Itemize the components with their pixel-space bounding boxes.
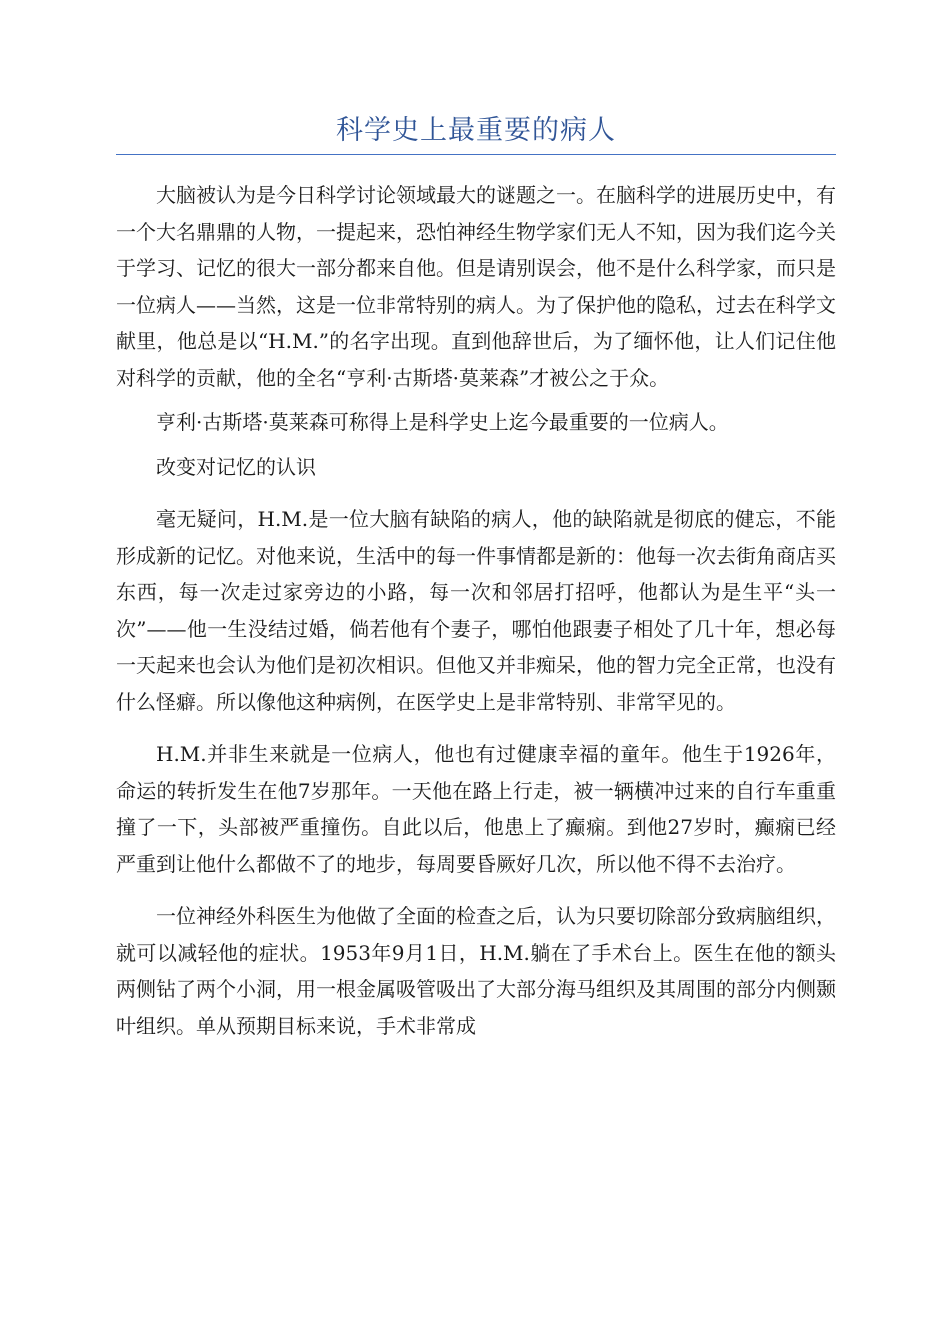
paragraph-childhood: H.M.并非生来就是一位病人，他也有过健康幸福的童年。他生于1926年，命运的转折发生在他7岁那年。一天他在路上行走，被一辆横冲过来的自行车重重撞了一下，头部被严重撞伤。自此以后，他患上了癫痫。到他27岁时，癫痫已经严重到让他什么都做不了的地步，每周要昏厥好几次，所以他不得不去治疗。	[116, 742, 836, 876]
paragraph-amnesia: 毫无疑问，H.M.是一位大脑有缺陷的病人，他的缺陷就是彻底的健忘，不能形成新的记忆。对他来说，生活中的每一件事情都是新的：他每一次去街角商店买东西，每一次走过家旁边的小路，每一次和邻居打招呼，他都认为是生平“头一次”——他一生没结过婚，倘若他有个妻子，哪怕他跟妻子相处了几十年，想必每一天起来也会认为他们是初次相识。但他又并非痴呆，他的智力完全正常，也没有什么怪癖。所以像他这种病例，在医学史上是非常特别、非常罕见的。	[116, 507, 836, 714]
title-underline	[116, 154, 836, 155]
document-page	[116, 112, 836, 1044]
page-title: 科学史上最重要的病人	[336, 115, 616, 146]
paragraph-surgery: 一位神经外科医生为他做了全面的检查之后，认为只要切除部分致病脑组织，就可以减轻他的症状。1953年9月1日，H.M.躺在了手术台上。医生在他的额头两侧钻了两个小洞，用一根金属吸管吸出了大部分海马组织及其周围的部分内侧颞叶组织。单从预期目标来说，手术非常成	[116, 904, 836, 1038]
paragraph-summary: 亨利·古斯塔·莫莱森可称得上是科学史上迄今最重要的一位病人。	[156, 410, 729, 434]
paragraph-intro: 大脑被认为是今日科学讨论领域最大的谜题之一。在脑科学的进展历史中，有一个大名鼎鼎的人物，一提起来，恐怕神经生物学家们无人不知，因为我们迄今关于学习、记忆的很大一部分都来自他。但是请别误会，他不是什么科学家，而只是一位病人——当然，这是一位非常特别的病人。为了保护他的隐私，过去在科学文献里，他总是以“H.M.”的名字出现。直到他辞世后，为了缅怀他，让人们记住他对科学的贡献，他的全名“亨利·古斯塔·莫莱森”才被公之于众。	[116, 183, 836, 390]
section-heading: 改变对记忆的认识	[156, 454, 316, 479]
